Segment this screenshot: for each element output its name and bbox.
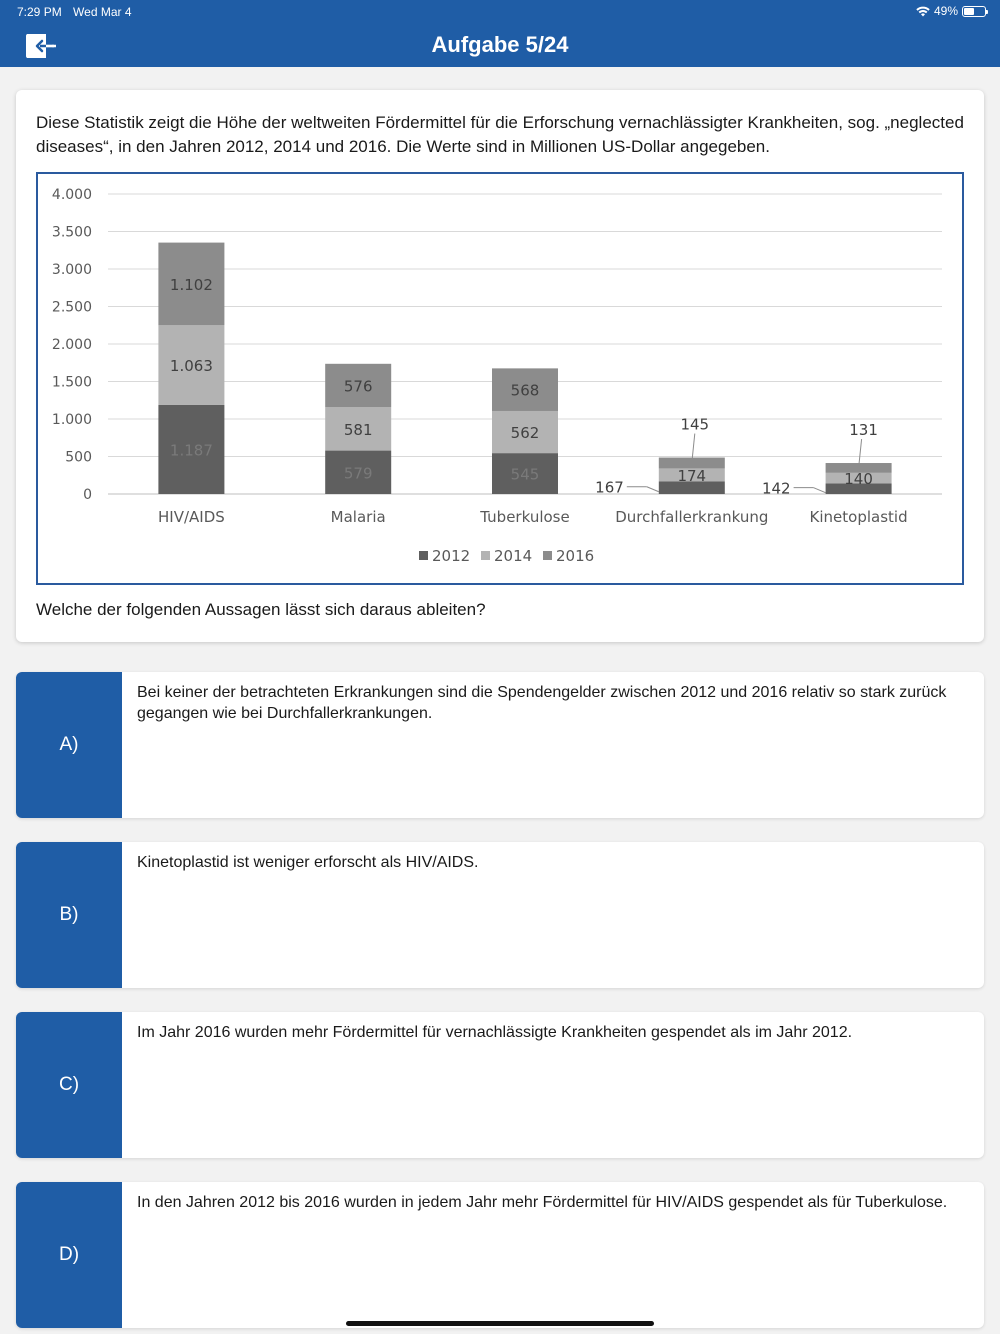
y-tick-label: 0 [83, 487, 92, 503]
x-category-label: Malaria [330, 508, 386, 526]
data-label: 140 [844, 470, 873, 489]
data-label: 1.187 [169, 441, 213, 460]
question-card [16, 90, 984, 642]
answer-option-c[interactable] [16, 1012, 984, 1158]
status-bar-right [916, 4, 986, 18]
data-label: 576 [343, 377, 373, 396]
stacked-bar-chart [38, 174, 962, 583]
data-label: 174 [677, 466, 707, 485]
data-label: 142 [761, 479, 791, 498]
y-tick-label: 2.000 [51, 337, 92, 353]
answer-text: Kinetoplastid ist weniger erforscht als HIV/AIDS. [137, 854, 479, 871]
x-category-label: Durchfallerkrankung [615, 508, 769, 526]
page-title: Aufgabe 5/24 [431, 32, 569, 57]
data-label: 568 [510, 381, 540, 400]
data-label: 562 [510, 424, 540, 443]
answer-option-b[interactable] [16, 842, 984, 988]
app-header [0, 0, 1000, 67]
legend-swatch [419, 551, 428, 560]
status-date: Wed Mar 4 [73, 5, 132, 19]
battery-icon [962, 6, 986, 17]
battery-level-fill [964, 8, 974, 15]
x-category-label: Tuberkulose [480, 508, 570, 526]
y-tick-label: 1.500 [51, 374, 92, 391]
y-tick-label: 4.000 [51, 187, 92, 203]
data-label: 1.063 [169, 357, 213, 376]
data-label: 167 [595, 478, 624, 497]
legend-label: 2014 [494, 547, 533, 565]
answer-letter: D) [16, 1182, 122, 1328]
data-label: 581 [343, 420, 373, 439]
y-tick-label: 1.000 [51, 412, 92, 428]
legend-swatch [481, 551, 490, 560]
y-tick-label: 3.000 [51, 262, 92, 278]
question-text: Diese Statistik zeigt die Höhe der weltweiten Fördermittel für die Erforschung vernachlässigter Krankheiten, sog. „neglected diseases“, in den Jahren 2012, 2014 und 2016. Die Werte sind in Millionen US-Dollar angegeben. [36, 113, 964, 156]
data-label: 545 [510, 465, 540, 484]
answer-text: Im Jahr 2016 wurden mehr Fördermittel für vernachlässigte Krankheiten gespendet als im Jahr 2012. [137, 1024, 853, 1041]
data-label: 145 [680, 415, 710, 434]
legend-label: 2016 [556, 547, 595, 565]
chart-frame [36, 172, 964, 585]
battery-percent: 49% [933, 4, 958, 18]
answer-letter: A) [16, 672, 122, 818]
x-category-label: Kinetoplastid [809, 508, 908, 526]
answer-letter: B) [16, 842, 122, 988]
home-indicator [346, 1321, 654, 1326]
y-tick-label: 2.500 [51, 299, 92, 316]
legend-swatch [543, 551, 552, 560]
y-tick-label: 3.500 [51, 224, 92, 241]
leader-line [814, 488, 826, 493]
answer-text: Bei keiner der betrachteten Erkrankungen sind die Spendengelder zwischen 2012 und 2016 relativ so stark zurück gegangen wie bei Durchfallerkrankungen. [137, 684, 947, 722]
status-time: 7:29 PM [17, 5, 62, 19]
answer-letter: C) [16, 1012, 122, 1158]
data-label: 1.102 [169, 275, 213, 294]
y-tick-label: 500 [65, 449, 92, 466]
data-label: 579 [343, 464, 373, 483]
answer-option-d[interactable] [16, 1182, 984, 1328]
data-label: 131 [849, 421, 878, 440]
wifi-icon [916, 6, 930, 17]
answer-option-a[interactable] [16, 672, 984, 818]
question-prompt: Welche der folgenden Aussagen lässt sich daraus ableiten? [36, 600, 486, 619]
legend-label: 2012 [432, 547, 471, 565]
x-category-label: HIV/AIDS [158, 508, 225, 526]
status-bar-left [17, 5, 140, 19]
leader-line [647, 487, 659, 492]
answer-text: In den Jahren 2012 bis 2016 wurden in jedem Jahr mehr Fördermittel für HIV/AIDS gespendet als für Tuberkulose. [137, 1194, 948, 1211]
